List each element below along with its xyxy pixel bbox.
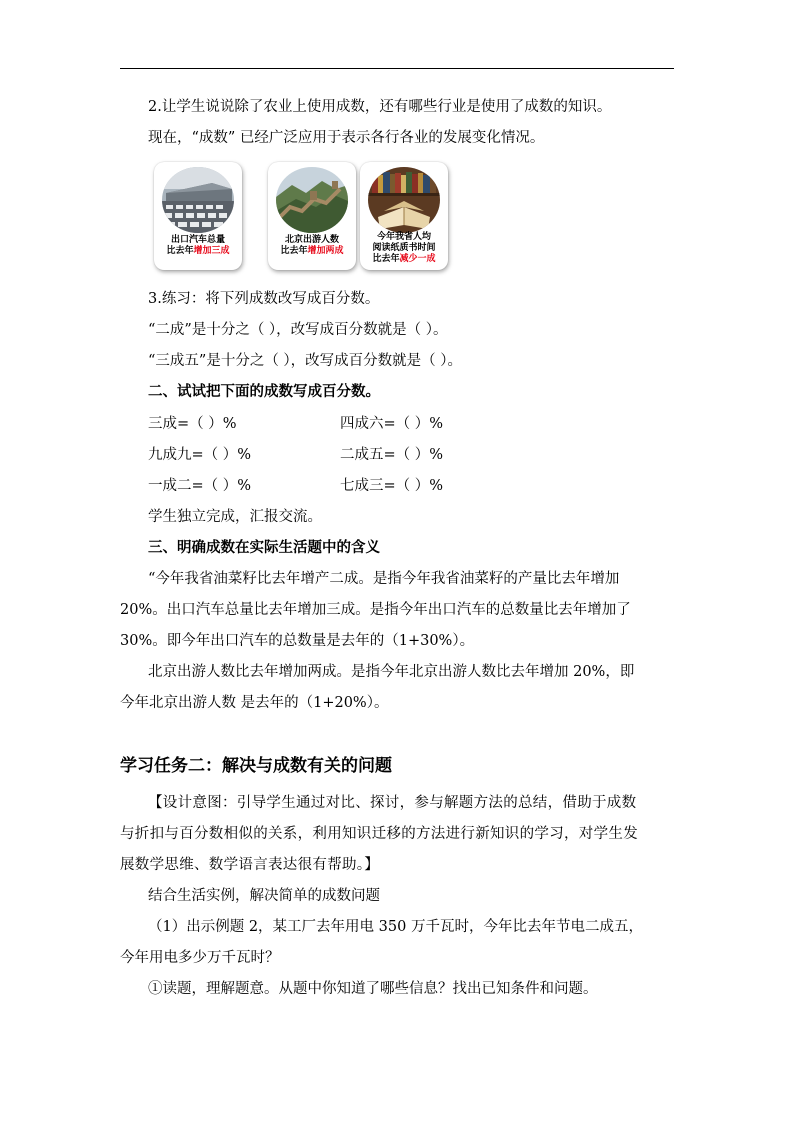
design-intent-line: 与折扣与百分数相似的关系，利用知识迁移的方法进行新知识的学习，对学生发 [120,826,638,842]
paragraph-line: 今年北京出游人数 是去年的（1+20%）。 [120,695,389,711]
paragraph-line: 结合生活实例，解决简单的成数问题 [148,888,380,904]
practice-question: “二成”是十分之（ ），改写成百分数就是（ ）。 [148,322,448,338]
exercise-item: 一成二=（ ）% [148,478,252,494]
highlight-text: 减少一成 [399,254,436,264]
design-intent-line: 展数学思维、数学语言表达很有帮助。】 [120,857,380,873]
practice-question: “三成五”是十分之（ ），改写成百分数就是（ ）。 [148,353,463,369]
paragraph-line: 20%。出口汽车总量比去年增加三成。是指今年出口汽车的总数量比去年增加了 [120,602,631,618]
paragraph-line: 现在，“成数” 已经广泛应用于表示各行各业的发展变化情况。 [148,130,545,146]
highlight-text: 增加三成 [193,246,230,256]
section-heading: 二、试试把下面的成数写成百分数。 [148,383,380,400]
card-export-cars [154,162,242,270]
exercise-item: 二成五=（ ）% [340,447,444,463]
step-line: ①读题，理解题意。从题中你知道了哪些信息？找出已知条件和问题。 [148,981,598,997]
exercise-item: 七成三=（ ）% [340,478,444,494]
section-heading: 三、明确成数在实际生活题中的含义 [148,539,380,556]
card-caption: 出口汽车总量 比去年增加三成 [166,235,230,256]
card-reading-time [360,162,448,270]
great-wall-photo [276,167,348,233]
practice-title: 3.练习：将下列成数改写成百分数。 [148,291,380,307]
task-heading: 学习任务二：解决与成数有关的问题 [120,756,392,776]
cars-photo [162,167,234,233]
header-rule [120,68,674,69]
paragraph-line: “今年我省油菜籽比去年增产二成。是指今年我省油菜籽的产量比去年增加 [148,571,620,587]
card-caption: 北京出游人数 比去年增加两成 [280,235,344,256]
paragraph-line: 学生独立完成，汇报交流。 [148,509,322,525]
exercise-item: 九成九=（ ）% [148,447,252,463]
design-intent-line: 【设计意图：引导学生通过对比、探讨，参与解题方法的总结，借助于成数 [148,795,637,811]
card-caption: 今年我省人均 阅读纸质书时间 比去年减少一成 [372,232,436,264]
example-line: 今年用电多少万千瓦时？ [120,950,280,966]
paragraph-line: 北京出游人数比去年增加两成。是指今年北京出游人数比去年增加 20%，即 [148,664,635,680]
books-photo [368,167,440,233]
exercise-item: 三成=（ ）% [148,416,237,432]
highlight-text: 增加两成 [307,246,344,256]
example-line: （1）出示例题 2，某工厂去年用电 350 万千瓦时，今年比去年节电二成五， [148,919,643,935]
paragraph-line: 2.让学生说说除了农业上使用成数，还有哪些行业是使用了成数的知识。 [148,99,612,115]
paragraph-line: 30%。即今年出口汽车的总数量是去年的（1+30%）。 [120,633,475,649]
card-beijing-travel [268,162,356,270]
exercise-item: 四成六=（ ）% [340,416,444,432]
